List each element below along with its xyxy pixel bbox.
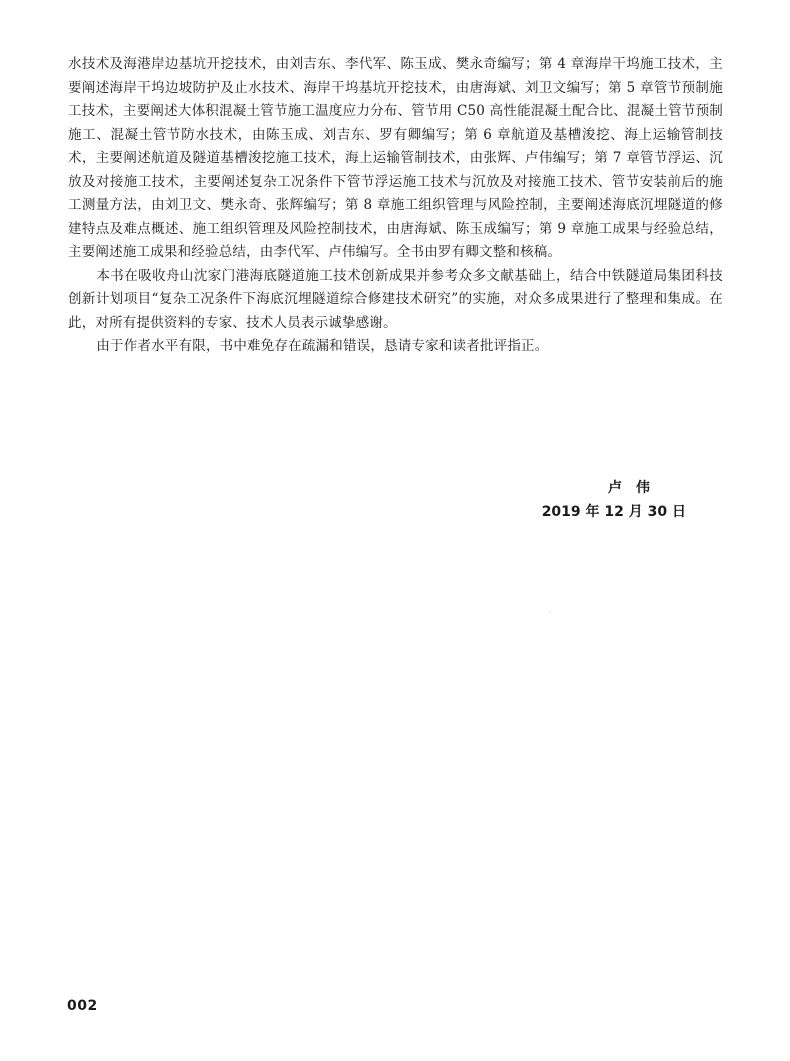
paragraph-continued-chapter-list: 水技术及海港岸边基坑开挖技术，由刘吉东、李代军、陈玉成、樊永奇编写；第 4 章海岸干坞施工技术，主要阐述海岸干坞边坡防护及止水技术、海岸干坞基坑开挖技术，由唐海斌、刘卫文编写；第 5 章管节预制施工技术，主要阐述大体积混凝土管节施工温度应力分布、管节用 C50 高性能混凝土配合比、混凝土管节预制施工、混凝土管节防水技术，由陈玉成、刘吉东、罗有卿编写；第 6 章航道及基槽浚挖、海上运输管制技术，主要阐述航道及隧道基槽浚挖施工技术，海上运输管制技术，由张辉、卢伟编写；第 7 章管节浮运、沉放及对接施工技术，主要阐述复杂工况条件下管节浮运施工技术与沉放及对接施工技术、管节安装前后的施工测量方法，由刘卫文、樊永奇、张辉编写；第 8 章施工组织管理与风险控制，主要阐述海底沉埋隧道的修建特点及难点概述、施工组织管理及风险控制技术，由唐海斌、陈玉成编写；第 9 章施工成果与经验总结，主要阐述施工成果和经验总结，由李代军、卢伟编写。全书由罗有卿文整和核稿。 — [68, 56, 723, 260]
page-number: 002 — [67, 998, 98, 1014]
author-name: 卢伟 — [608, 480, 664, 496]
body-text — [68, 53, 723, 359]
signature-date: 2019 年 12 月 30 日 — [541, 504, 686, 520]
signature-block — [542, 476, 686, 524]
scan-speck — [549, 611, 550, 612]
paragraph-closing-note: 由于作者水平有限，书中难免存在疏漏和错误，恳请专家和读者批评指正。 — [96, 338, 549, 354]
paragraph-acknowledgement: 本书在吸收舟山沈家门港海底隧道施工技术创新成果并参考众多文献基础上，结合中铁隧道局集团科技创新计划项目“复杂工况条件下海底沉埋隧道综合修建技术研究”的实施，对众多成果进行了整理和集成。在此，对所有提供资料的专家、技术人员表示诚挚感谢。 — [68, 267, 723, 331]
